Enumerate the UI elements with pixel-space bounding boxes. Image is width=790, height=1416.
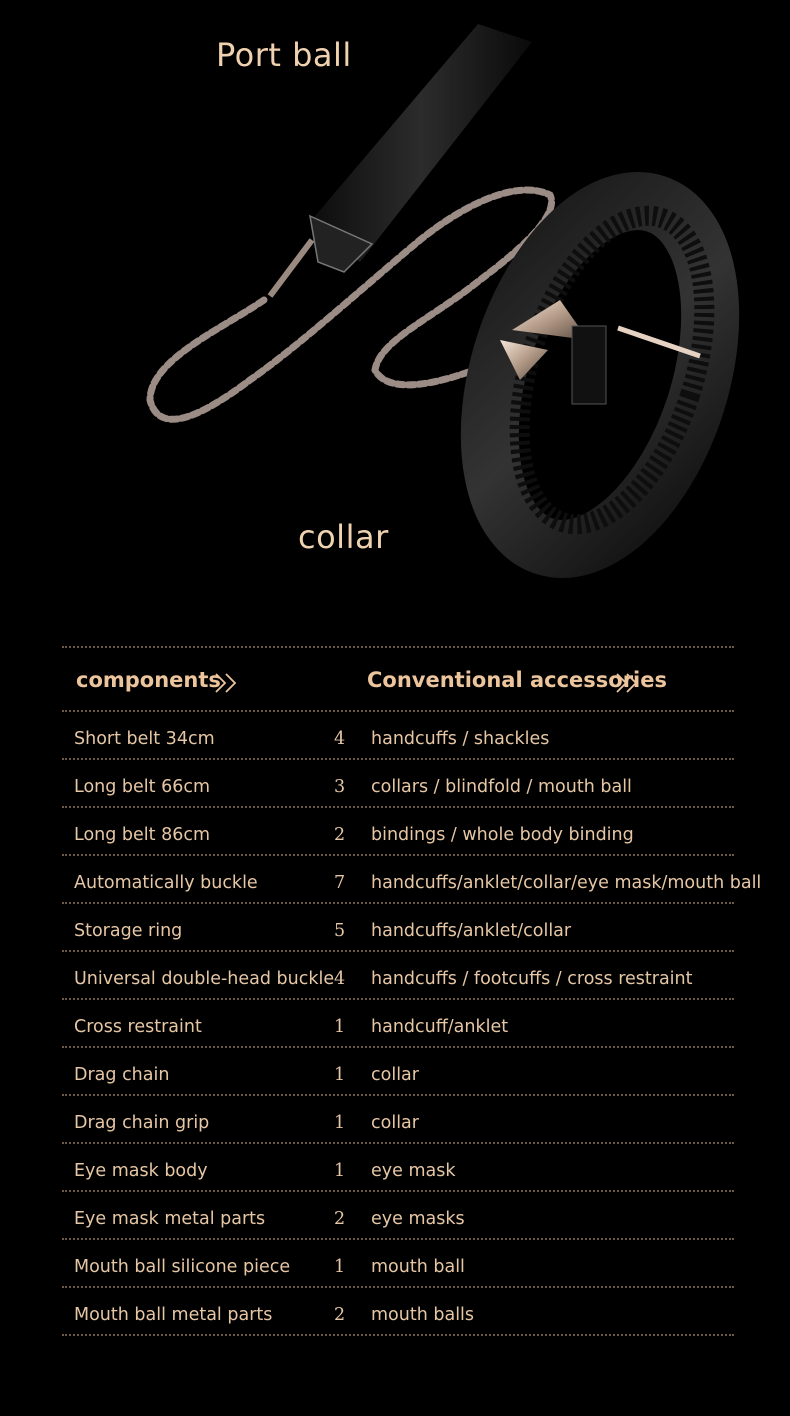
component-name: Drag chain xyxy=(74,1065,170,1085)
quantity: 3 xyxy=(334,777,346,797)
component-name: Short belt 34cm xyxy=(74,729,215,749)
quantity: 1 xyxy=(334,1161,346,1181)
quantity: 2 xyxy=(334,825,346,845)
accessory: handcuffs/anklet/collar/eye mask/mouth ball xyxy=(371,873,762,893)
accessory: handcuffs / shackles xyxy=(371,729,550,749)
quantity: 1 xyxy=(334,1257,346,1277)
accessory: collar xyxy=(371,1065,419,1085)
component-name: Mouth ball silicone piece xyxy=(74,1257,291,1277)
accessory: bindings / whole body binding xyxy=(371,825,634,845)
accessory: collars / blindfold / mouth ball xyxy=(371,777,632,797)
component-name: Universal double-head buckle xyxy=(74,969,335,989)
table-row xyxy=(62,904,734,950)
table-row xyxy=(62,952,734,998)
accessory: mouth ball xyxy=(371,1257,465,1277)
double-chevron-right-icon xyxy=(615,672,641,694)
component-name: Eye mask body xyxy=(74,1161,208,1181)
component-name: Eye mask metal parts xyxy=(74,1209,266,1229)
divider xyxy=(62,1334,734,1336)
quantity: 2 xyxy=(334,1305,346,1325)
table-row xyxy=(62,1000,734,1046)
table-row xyxy=(62,808,734,854)
component-name: Storage ring xyxy=(74,921,183,941)
collar-and-leash-illustration xyxy=(0,0,790,610)
accessory: mouth balls xyxy=(371,1305,475,1325)
table-row xyxy=(62,760,734,806)
table-header xyxy=(62,648,734,710)
component-name: Long belt 86cm xyxy=(74,825,211,845)
component-name: Long belt 66cm xyxy=(74,777,211,797)
table-row xyxy=(62,856,762,902)
table-row xyxy=(62,1048,734,1094)
components-table xyxy=(62,646,762,1336)
buckle-clip xyxy=(572,326,606,404)
product-hero xyxy=(0,0,790,610)
accessory: handcuff/anklet xyxy=(371,1017,509,1037)
component-name: Cross restraint xyxy=(74,1017,202,1037)
quantity: 4 xyxy=(334,729,346,749)
label-collar: collar xyxy=(298,518,389,556)
header-components: components xyxy=(76,668,221,692)
quantity: 1 xyxy=(334,1065,346,1085)
accessory: eye masks xyxy=(371,1209,465,1229)
accessory: handcuffs/anklet/collar xyxy=(371,921,572,941)
table-row xyxy=(62,712,734,758)
accessory: collar xyxy=(371,1113,419,1133)
quantity: 4 xyxy=(334,969,346,989)
component-name: Mouth ball metal parts xyxy=(74,1305,273,1325)
quantity: 5 xyxy=(334,921,346,941)
component-name: Automatically buckle xyxy=(74,873,258,893)
accessory: eye mask xyxy=(371,1161,456,1181)
component-name: Drag chain grip xyxy=(74,1113,210,1133)
quantity: 2 xyxy=(334,1209,346,1229)
quantity: 7 xyxy=(334,873,346,893)
accessory: handcuffs / footcuffs / cross restraint xyxy=(371,969,693,989)
quantity: 1 xyxy=(334,1113,346,1133)
table-row xyxy=(62,1288,734,1334)
label-port-ball: Port ball xyxy=(216,36,352,74)
double-chevron-right-icon xyxy=(214,672,240,694)
table-row xyxy=(62,1192,734,1238)
quantity: 1 xyxy=(334,1017,346,1037)
table-row xyxy=(62,1240,734,1286)
table-row xyxy=(62,1144,734,1190)
header-accessories: Conventional accessories xyxy=(367,668,667,692)
table-row xyxy=(62,1096,734,1142)
